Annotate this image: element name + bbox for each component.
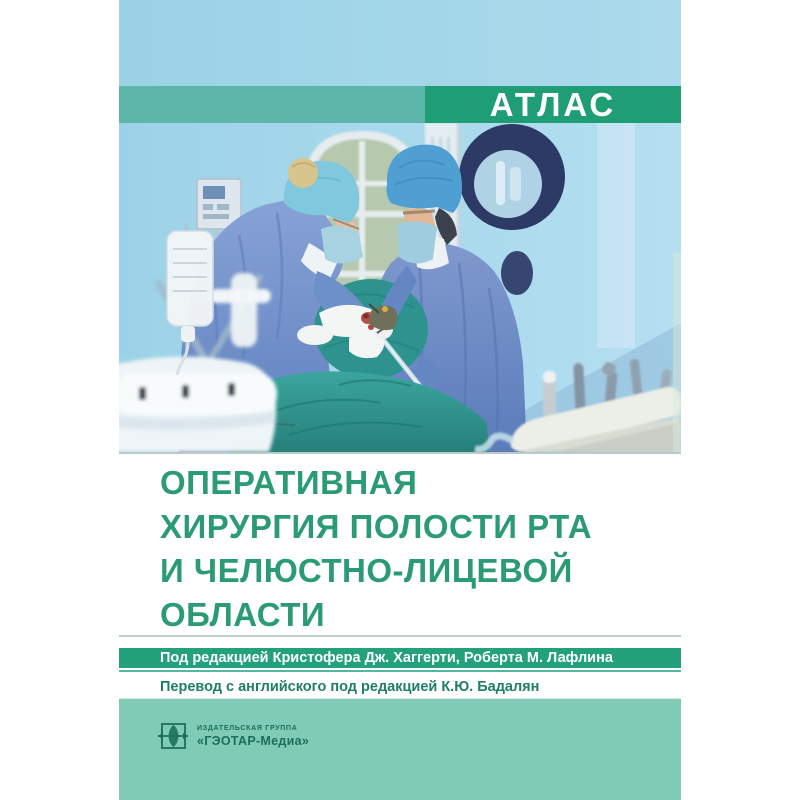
atlas-label: АТЛАС xyxy=(489,86,617,123)
porthole-mirror xyxy=(459,124,565,230)
band-right-segment xyxy=(425,86,681,123)
title-line-2: ХИРУРГИЯ ПОЛОСТИ РТА xyxy=(160,508,593,545)
publisher-text xyxy=(197,725,309,748)
title-line-4: ОБЛАСТИ xyxy=(160,596,326,633)
translation-line xyxy=(119,676,681,698)
dark-wall-fixture xyxy=(501,251,533,295)
editors-text: Под редакцией Кристофера Дж. Хаггерти, Роберта М. Лафлина xyxy=(160,650,613,666)
operating-room-photo xyxy=(119,123,681,452)
translation-text: Перевод с английского под редакцией К.Ю. Бадалян xyxy=(160,679,540,695)
geotar-logo-icon xyxy=(157,720,189,752)
photo-edge-strip xyxy=(673,253,681,452)
rule-under-title xyxy=(119,635,681,637)
footer-panel xyxy=(119,699,681,800)
title-line-3: И ЧЕЛЮСТНО-ЛИЦЕВОЙ xyxy=(160,552,573,589)
atlas-band xyxy=(119,86,681,123)
teal-rule xyxy=(119,670,681,672)
book-cover xyxy=(119,0,681,800)
title-line-1: ОПЕРАТИВНАЯ xyxy=(160,464,418,501)
cover-top-strip xyxy=(119,0,681,86)
publisher-block xyxy=(157,720,309,752)
rule-under-photo xyxy=(119,452,681,454)
publisher-group-line: ИЗДАТЕЛЬСКАЯ ГРУППА xyxy=(197,724,298,732)
publisher-name-line: «ГЭОТАР-Медиа» xyxy=(197,733,310,748)
wall-light-strip xyxy=(597,123,635,348)
editors-bar xyxy=(119,648,681,668)
band-left-segment xyxy=(119,86,425,123)
title-block xyxy=(160,461,660,637)
